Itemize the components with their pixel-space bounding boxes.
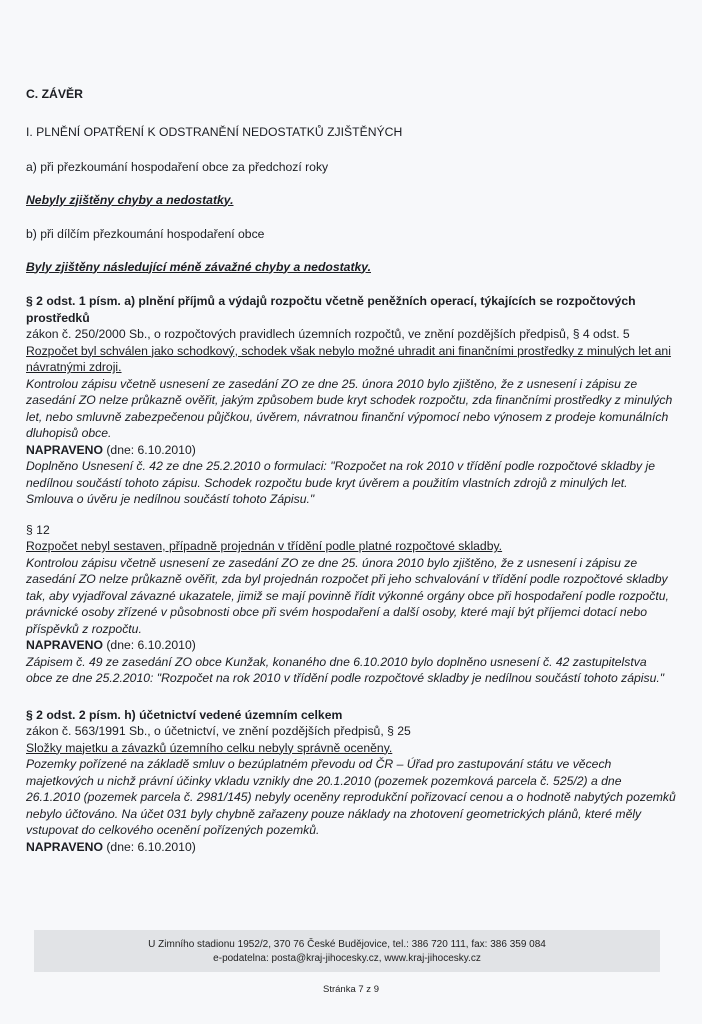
finding-1 — [26, 293, 676, 508]
fixed-label: NAPRAVENO — [26, 442, 103, 457]
page-number: Stránka 7 z 9 — [323, 984, 379, 995]
finding-3 — [26, 707, 676, 856]
finding-remedy: Doplněno Usnesení č. 42 ze dne 25.2.2010 o formulaci: "Rozpočet na rok 2010 v třídění podle rozpočtové skladby je nedílnou součástí tohoto zápisu. Schodek rozpočtu bude kryt úvěrem a použitím vlastních zdrojů z minulých let. Smlouva o úvěru je nedílnou součástí tohoto Zápisu." — [26, 459, 655, 506]
fixed-label: NAPRAVENO — [26, 638, 103, 652]
item-a: a) při přezkoumání hospodaření obce za předchozí roky — [26, 160, 329, 174]
result-b: Byly zjištěny následující méně závažné chyby a nedostatky. — [26, 259, 371, 274]
finding-issue: Složky majetku a závazků územního celku nebyly správně oceněny. — [26, 740, 393, 755]
finding-detail: Kontrolou zápisu včetně usnesení ze zasedání ZO ze dne 25. února 2010 bylo zjištěno, že z usnesení i zápisu ze zasedání ZO nelze průkazně ověřit, jakým způsobem bude kryt schodek rozpočtu, zda finančními prostředky z minulých let, nebo smluvně zabezpečenou půjčkou, úvěrem, návratnou finanční výpomocí nebo výnosem z prodeje komunálních dluhopisů obce. — [26, 376, 673, 440]
finding-title: § 2 odst. 2 písm. h) účetnictví vedené územním celkem — [26, 707, 343, 722]
result-a: Nebyly zjištěny chyby a nedostatky. — [26, 192, 234, 207]
fixed-date: (dne: 6.10.2010) — [106, 442, 196, 457]
fixed-date: (dne: 6.10.2010) — [106, 839, 196, 854]
finding-fixed — [26, 839, 676, 856]
item-b: b) při dílčím přezkoumání hospodaření obce — [26, 227, 265, 241]
document-content — [26, 86, 676, 855]
finding-detail: Kontrolou zápisu včetně usnesení ze zasedání ZO ze dne 25. února 2010 bylo zjištěno, že z usnesení i zápisu ze zasedání ZO nelze průkazně ověřit, zda byl projednán rozpočet při jeho schvalování v třídění podle rozpočtové skladby tak, aby vyjadřoval závazné ukazatele, jimiž se mají povinně řídit výkonné orgány obce při hospodaření podle rozpočtu, právnické osoby zřízené v působnosti obce při svém hospodaření a další osoby, které mají být příjemci dotací nebo příspěvků z rozpočtu. — [26, 555, 669, 636]
finding-title: § 12 — [26, 522, 50, 537]
footer-address: U Zimního stadionu 1952/2, 370 76 České Budějovice, tel.: 386 720 111, fax: 386 359 084 — [148, 939, 546, 950]
section-heading: C. ZÁVĚR — [26, 87, 83, 101]
footer-box — [34, 930, 660, 972]
finding-law: zákon č. 563/1991 Sb., o účetnictví, ve znění pozdějších předpisů, § 25 — [26, 724, 411, 738]
finding-issue: Rozpočet nebyl sestaven, případně projednán v třídění podle platné rozpočtové skladby. — [26, 539, 503, 553]
finding-2 — [26, 522, 676, 687]
fixed-label: NAPRAVENO — [26, 839, 103, 854]
finding-issue: Rozpočet byl schválen jako schodkový, schodek však nebylo možné uhradit ani finančními prostředky z minulých let ani návratnými zdroji. — [26, 343, 671, 374]
fixed-date: (dne: 6.10.2010) — [106, 638, 196, 652]
finding-fixed — [26, 637, 676, 654]
finding-detail: Pozemky pořízené na základě smluv o bezúplatném převodu od ČR – Úřad pro zastupování státu ve věcech majetkových u nichž právní účinky vkladu vznikly dne 20.1.2010 (pozemek pozemková parcela č. 525/2) a dne 26.1.2010 (pozemek parcela č. 2981/145) nebyly oceněny reprodukční pořizovací cenou a o hodnotě nabytých pozemků nebylo účtováno. Na účet 031 byly chybně zařazeny pouze náklady na zhotovení geometrických plánů, které měly vstupovat do celkového ocenění pořízených pozemků. — [26, 757, 676, 837]
finding-law: zákon č. 250/2000 Sb., o rozpočtových pravidlech územních rozpočtů, ve znění pozdějších předpisů, § 4 odst. 5 — [26, 327, 630, 341]
part-heading: I. PLNĚNÍ OPATŘENÍ K ODSTRANĚNÍ NEDOSTATKŮ ZJIŠTĚNÝCH — [26, 124, 403, 139]
finding-title: § 2 odst. 1 písm. a) plnění příjmů a výdajů rozpočtu včetně peněžních operací, týkajících se rozpočtových prostředků — [26, 294, 636, 325]
footer-contact: e-podatelna: posta@kraj-jihocesky.cz, www.kraj-jihocesky.cz — [213, 953, 481, 964]
finding-remedy: Zápisem č. 49 ze zasedání ZO obce Kunžak, konaného dne 6.10.2010 bylo doplněno usnesení č. 42 zastupitelstva obce ze dne 25.2.2010: "Rozpočet na rok 2010 v třídění podle rozpočtové skladby je nedílnou součástí tohoto zápisu." — [26, 654, 665, 685]
finding-fixed — [26, 442, 676, 459]
